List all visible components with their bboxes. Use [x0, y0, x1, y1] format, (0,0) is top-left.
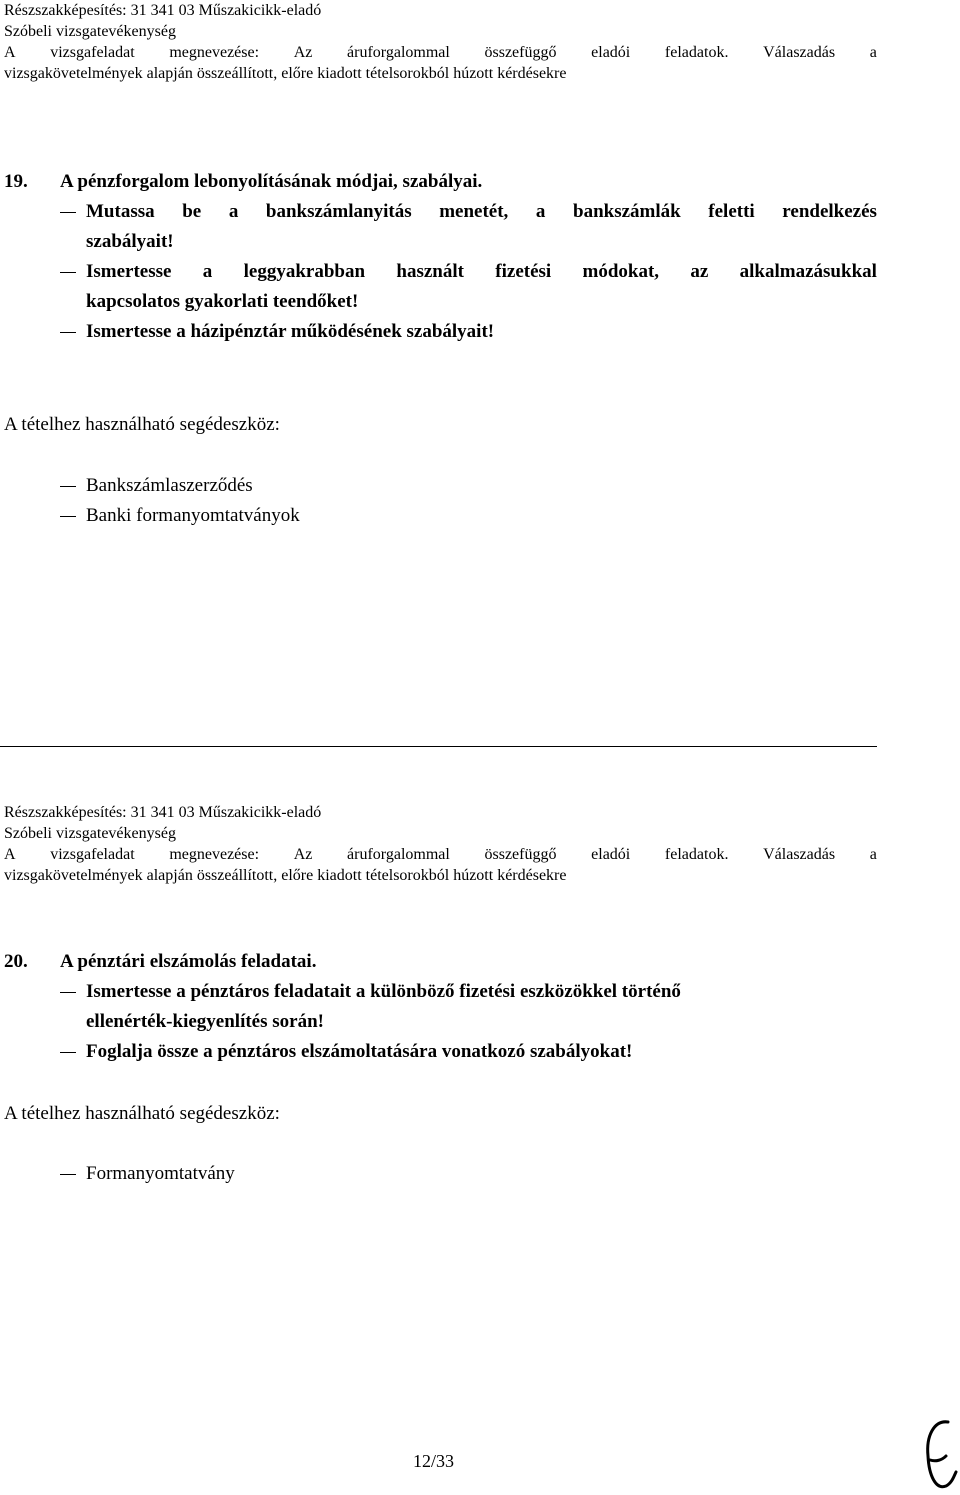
dash-bullet-icon: [60, 486, 76, 487]
header-activity: Szóbeli vizsgatevékenység: [4, 23, 176, 40]
tools-heading: A tételhez használható segédeszköz:: [4, 414, 280, 435]
tool-item: Bankszámlaszerződés: [4, 471, 877, 501]
dash-bullet-icon: [60, 272, 76, 273]
dash-bullet-icon: [60, 1052, 76, 1053]
header-activity: Szóbeli vizsgatevékenység: [4, 825, 176, 842]
item-title-text: A pénzforgalom lebonyolításának módjai, szabályai.: [60, 171, 483, 192]
tool-item: Formanyomtatvány: [4, 1159, 877, 1189]
question: Foglalja össze a pénztáros elszámoltatására vonatkozó szabályokat!: [4, 1037, 877, 1067]
dash-bullet-icon: [60, 332, 76, 333]
item-title-text: A pénztári elszámolás feladatai.: [60, 951, 317, 972]
tools-list: [4, 471, 877, 531]
header-requirements: vizsgakövetelmények alapján összeállított, előre kiadott tételsorokból húzott kérdésekre: [4, 867, 567, 884]
dash-bullet-icon: [60, 992, 76, 993]
header-task-line: A vizsgafeladat megnevezése: Az áruforgalommal összefüggő eladói feladatok. Válaszadás a: [4, 44, 877, 61]
signature-mark-icon: [916, 1416, 960, 1495]
dash-bullet-icon: [60, 1174, 76, 1175]
question: Ismertesse a pénztáros feladatait a különböző fizetési eszközökkel történő ellenérték-kiegyenlítés során!: [4, 977, 877, 1037]
item-number: 20.: [4, 951, 28, 972]
dash-bullet-icon: [60, 212, 76, 213]
page-number: 12/33: [413, 1451, 455, 1471]
question: Ismertesse a leggyakrabban használt fizetési módokat, az alkalmazásukkal kapcsolatos gyakorlati teendőket!: [4, 257, 877, 317]
tool-item: Banki formanyomtatványok: [4, 501, 877, 531]
header-qualification: Részszakképesítés: 31 341 03 Műszakicikk-eladó: [4, 2, 322, 19]
item-title: [4, 167, 877, 197]
page-header-second: [4, 802, 877, 886]
item-title: [4, 947, 877, 977]
question-list: [4, 197, 877, 347]
tools-heading: A tételhez használható segédeszköz:: [4, 1103, 280, 1124]
dash-bullet-icon: [60, 516, 76, 517]
question: Mutassa be a bankszámlanyitás menetét, a bankszámlák feletti rendelkezés szabályait!: [4, 197, 877, 257]
section-divider: [0, 746, 877, 747]
header-requirements: vizsgakövetelmények alapján összeállított, előre kiadott tételsorokból húzott kérdésekre: [4, 65, 567, 82]
exam-item-20: [4, 947, 877, 1067]
header-qualification: Részszakképesítés: 31 341 03 Műszakicikk-eladó: [4, 804, 322, 821]
exam-item-19: [4, 167, 877, 347]
page-header-top: [4, 0, 877, 84]
header-task-line: A vizsgafeladat megnevezése: Az áruforgalommal összefüggő eladói feladatok. Válaszadás a: [4, 846, 877, 863]
item-number: 19.: [4, 171, 28, 192]
tools-list: [4, 1159, 877, 1189]
question-list: [4, 977, 877, 1067]
question: Ismertesse a házipénztár működésének szabályait!: [4, 317, 877, 347]
